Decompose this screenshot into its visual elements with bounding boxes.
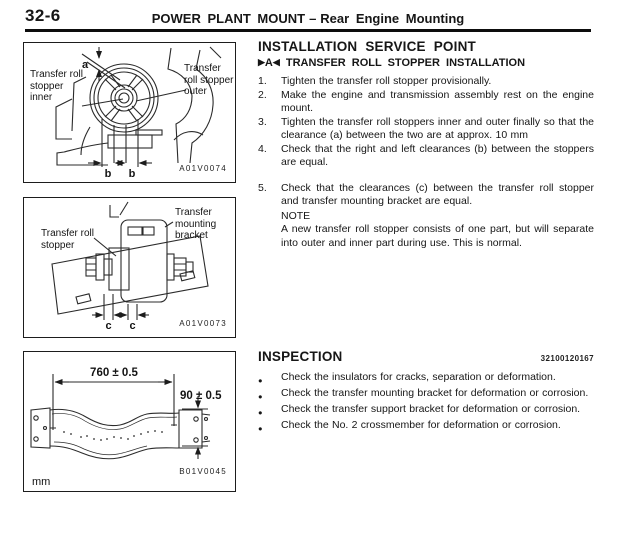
figure-frame-crossmember-dimensions (23, 351, 236, 492)
step-text: Tighten the transfer roll stopper provisionally. (281, 75, 492, 87)
header-rule (25, 29, 591, 32)
rivet-dots (63, 430, 163, 441)
inspection-section (258, 349, 594, 435)
bullet-text: Check the insulators for cracks, separation or deformation. (281, 371, 556, 383)
note-text: A new transfer roll stopper consists of one part, but will separate into outer and inner part during use. This is normal. (281, 223, 594, 249)
inspection-header-row (258, 349, 594, 364)
bullet-row (258, 403, 594, 419)
inspection-section-code: 32100120167 (540, 354, 594, 363)
bullet-text: Check the transfer support bracket for deformation or corrosion. (281, 403, 581, 415)
page-number: 32-6 (25, 6, 61, 25)
step-number: 4. (258, 142, 267, 155)
label-transfer-roll-stopper-inner: Transfer roll stopper inner (30, 69, 83, 103)
anchor-letter: A (264, 57, 273, 69)
dim-b-left-label: b (104, 168, 112, 180)
bullet-row (258, 419, 594, 435)
note-label: NOTE (281, 209, 311, 222)
diagram-linework (31, 374, 210, 459)
doc-title-subtitle: Rear Engine Mounting (320, 11, 465, 26)
doc-title (25, 11, 591, 26)
anchor-marker-open-icon: ▶ (258, 57, 265, 67)
bullet-icon: ● (258, 423, 263, 433)
installation-heading: INSTALLATION SERVICE POINT (258, 39, 476, 54)
step-number: 5. (258, 181, 267, 194)
dim-height-label: 90 ± 0.5 (180, 390, 222, 402)
figure-code: A01V0073 (179, 319, 227, 328)
bullet-text: Check the transfer mounting bracket for deformation or corrosion. (281, 387, 589, 399)
bullet-icon: ● (258, 407, 263, 417)
step-text: Tighten the transfer roll stoppers inner and outer finally so that the clearance (a) between the two are at approx. 10 mm (281, 115, 594, 141)
figure-code: B01V0045 (179, 467, 227, 476)
dim-c-left-label: c (105, 320, 112, 332)
label-transfer-roll-stopper: Transfer roll stopper (41, 228, 94, 251)
step-number: 1. (258, 75, 267, 87)
bullet-icon: ● (258, 391, 263, 401)
step-number: 2. (258, 88, 267, 101)
bullet-row (258, 371, 594, 387)
step-row (258, 182, 594, 209)
step-row (258, 89, 594, 116)
installation-subheading (258, 57, 594, 69)
inspection-heading: INSPECTION (258, 349, 343, 364)
doc-title-main: POWER PLANT MOUNT (151, 11, 306, 26)
bullet-row (258, 387, 594, 403)
dim-width-label: 760 ± 0.5 (90, 367, 138, 379)
step-text: Check that the right and left clearances (b) between the stoppers are equal. (281, 142, 594, 168)
label-transfer-mounting-bracket: Transfer mounting bracket (175, 207, 217, 241)
inspection-bullet-list (258, 371, 594, 435)
unit-label: mm (32, 476, 51, 488)
figure-frame-mounting-bracket-clearances (23, 197, 236, 338)
bullet-icon: ● (258, 375, 263, 385)
label-transfer-roll-stopper-outer: Transfer roll stopper outer (184, 63, 234, 97)
dim-a-label: a (81, 59, 89, 71)
dim-c-right-label: c (129, 320, 136, 332)
step-number: 3. (258, 115, 267, 128)
figure-frame-roll-stopper-clearances (23, 42, 236, 183)
step-row (258, 75, 594, 89)
installation-subheading-text: TRANSFER ROLL STOPPER INSTALLATION (285, 57, 526, 69)
step-text: Check that the clearances (c) between the transfer roll stopper and transfer mounting bracket are equal. (281, 181, 594, 207)
step-row (258, 116, 594, 143)
installation-step-list (258, 75, 594, 250)
figure-code: A01V0074 (179, 164, 227, 173)
doc-title-separator: – (309, 11, 317, 26)
bullet-text: Check the No. 2 crossmember for deformation or corrosion. (281, 419, 561, 431)
step-text: Make the engine and transmission assembly rest on the engine mount. (281, 88, 594, 114)
installation-section (258, 39, 594, 250)
crossmember-dimensions-diagram (24, 352, 234, 490)
step-row (258, 143, 594, 170)
anchor-marker-close-icon: ◀ (272, 57, 280, 67)
dim-b-right-label: b (128, 168, 136, 180)
